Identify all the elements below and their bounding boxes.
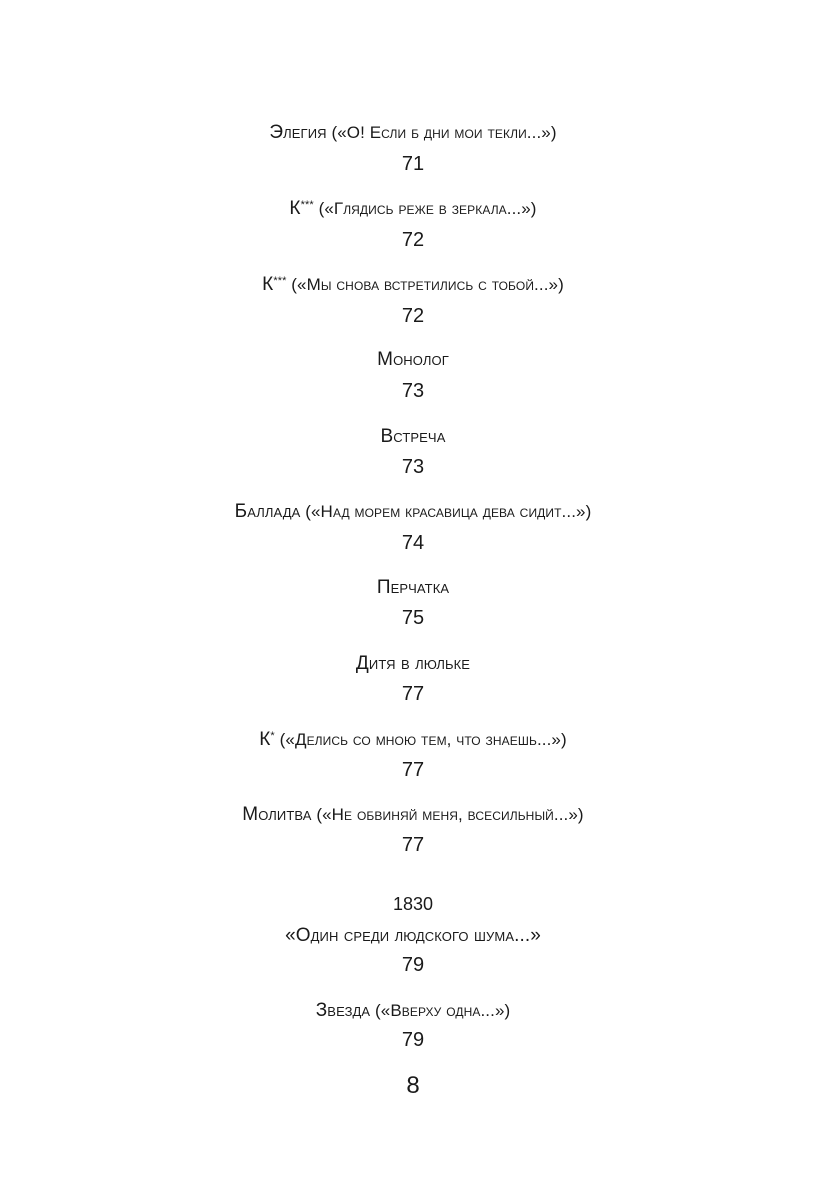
entry-title: Молитва [242,804,312,825]
section-year: 1830 [392,894,434,914]
entry-title: Элегия [269,122,327,143]
toc-entry-title [0,654,826,673]
toc-entry-title [0,427,826,446]
toc-entry-page: 73 [401,380,425,402]
entry-subtitle: («Над морем красавица дева сидит...») [300,502,592,521]
entry-subtitle: («О! Если б дни мои текли...») [326,123,557,142]
toc-entry-title [0,578,826,597]
toc-entry-page: 72 [401,305,425,327]
toc-entry-page: 77 [401,834,425,856]
entry-title: К [289,198,301,219]
entry-title: Баллада [234,501,301,522]
entry-subtitle: («Мы снова встретились с тобой...») [286,275,564,294]
toc-entry-page: 77 [401,683,425,705]
entry-subtitle: («Не обвиняй меня, всесильный...») [311,805,584,824]
toc-entry-page: 71 [401,153,425,175]
toc-entry-title [0,275,826,294]
entry-title-asterisks: * [270,730,275,742]
toc-entry-page: 77 [401,759,425,781]
toc-entry-page: 72 [401,229,425,251]
entry-title-asterisks: *** [273,275,287,287]
toc-entry-page: 79 [401,1029,425,1051]
toc-entry-page: 74 [401,532,425,554]
entry-title: Перчатка [376,577,450,598]
toc-entry-title [0,805,826,824]
toc-entry-title [0,730,826,749]
toc-entry-page: 79 [401,954,425,976]
toc-entry-title [0,199,826,218]
entry-title-asterisks: *** [300,199,314,211]
entry-title: К [259,729,271,750]
toc-entry-title [0,1001,826,1020]
entry-title: Встреча [380,426,446,447]
entry-subtitle: («Глядись реже в зеркала...») [313,199,537,218]
toc-entry-page: 73 [401,456,425,478]
entry-subtitle: («Делись со мною тем, что знаешь...») [274,730,567,749]
entry-title: К [262,274,274,295]
entry-title: Звезда [315,1000,371,1021]
entry-title: Монолог [377,349,449,370]
entry-subtitle: («Вверху одна...») [370,1001,511,1020]
toc-entry-title [0,502,826,521]
toc-entry-title [0,926,826,945]
toc-entry-title [0,350,826,369]
toc-entry-page: 75 [401,607,425,629]
entry-title: «Один среди людского шума...» [285,925,541,946]
page-number: 8 [406,1072,420,1099]
toc-entry-title [0,123,826,142]
entry-title: Дитя в люльке [355,653,471,674]
